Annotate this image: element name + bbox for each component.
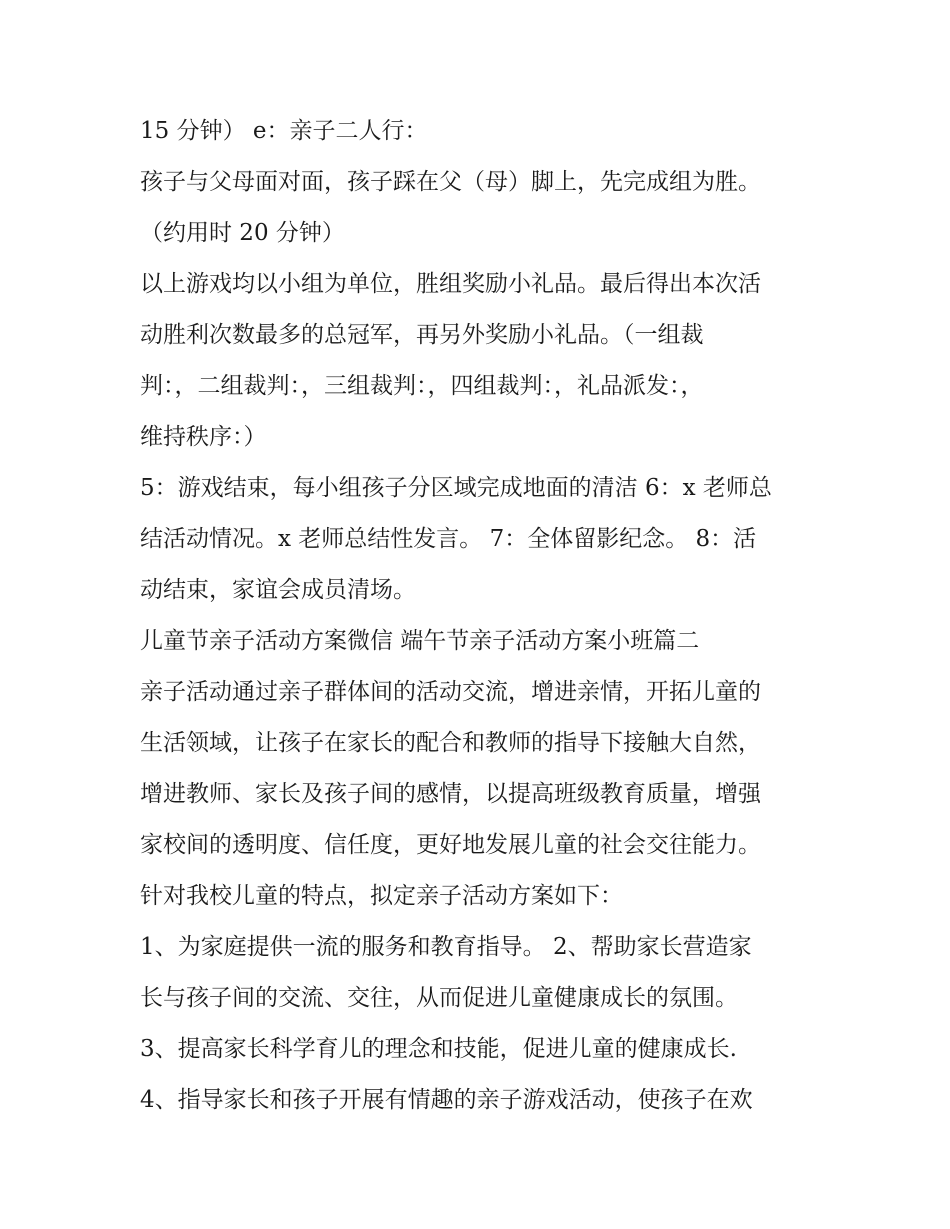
text-line-14: 增进教师、家长及孩子间的感情，以提高班级教育质量，增强 [140,781,761,807]
text-line-4: 以上游戏均以小组为单位，胜组奖励小礼品。最后得出本次活 [140,271,761,297]
text-line-8: 5：游戏结束，每小组孩子分区域完成地面的清洁 6：x 老师总 [140,475,772,501]
text-line-2: 孩子与父母面对面，孩子踩在父（母）脚上，先完成组为胜。 [140,169,761,195]
text-line-17: 1、为家庭提供一流的服务和教育指导。 2、帮助家长营造家 [140,934,752,960]
text-line-1: 15 分钟） e：亲子二人行： [140,118,428,144]
text-line-19: 3、提高家长科学育儿的理念和技能，促进儿童的健康成长. [140,1036,737,1062]
text-line-12: 亲子活动通过亲子群体间的活动交流，增进亲情，开拓儿童的 [140,679,761,705]
text-line-18: 长与孩子间的交流、交往，从而促进儿童健康成长的氛围。 [140,985,738,1011]
text-line-9: 结活动情况。x 老师总结性发言。 7：全体留影纪念。 8：活 [140,526,757,552]
text-line-3: （约用时 20 分钟） [140,220,345,246]
text-line-6: 判：，二组裁判：，三组裁判：，四组裁判：，礼品派发：， [140,373,704,399]
text-line-15: 家校间的透明度、信任度，更好地发展儿童的社会交往能力。 [140,832,761,858]
text-line-16: 针对我校儿童的特点，拟定亲子活动方案如下： [140,883,623,909]
text-line-5: 动胜利次数最多的总冠军，再另外奖励小礼品。（一组裁 [140,322,704,348]
text-line-10: 动结束，家谊会成员清场。 [140,577,416,603]
text-line-7: 维持秩序：） [140,424,267,450]
text-line-13: 生活领域，让孩子在家长的配合和教师的指导下接触大自然， [140,730,761,756]
text-line-20: 4、指导家长和孩子开展有情趣的亲子游戏活动，使孩子在欢 [140,1087,753,1113]
document-body [140,106,820,1126]
section-heading: 儿童节亲子活动方案微信 端午节亲子活动方案小班篇二 [140,628,700,654]
